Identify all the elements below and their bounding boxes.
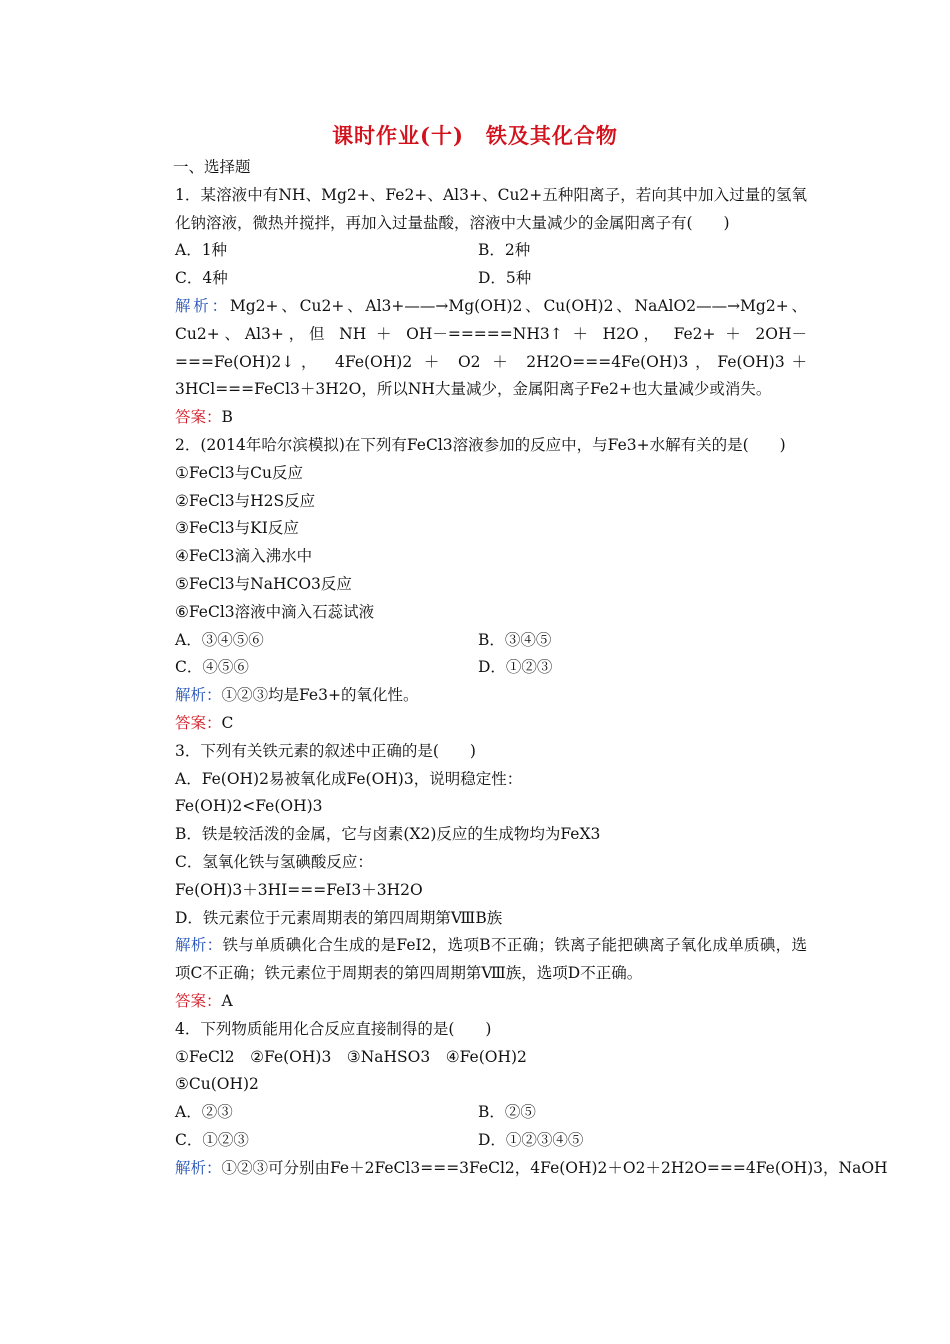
analysis-label: 解析：	[175, 936, 223, 955]
question-3-line: C．氢氧化铁与氢碘酸反应：	[175, 852, 373, 871]
answer-value: C	[221, 713, 234, 732]
question-3-line: Fe(OH)3＋3HI===FeI3＋3H2O	[175, 880, 423, 899]
page-title: 课时作业(十) 铁及其化合物	[332, 123, 618, 148]
question-3-line: Fe(OH)2<Fe(OH)3	[175, 797, 323, 816]
answer-label: 答案：	[175, 713, 222, 732]
option-b: B．③④⑤	[478, 630, 552, 649]
analysis-text: ①②③均是Fe3+的氧化性。	[221, 686, 419, 705]
option-d: D．①②③④⑤	[478, 1130, 584, 1149]
question-4-options-row-2	[145, 1127, 807, 1155]
question-4-item: ①FeCl2 ②Fe(OH)3 ③NaHSO3 ④Fe(OH)2	[175, 1047, 527, 1066]
question-2-item: ②FeCl3与H2S反应	[175, 491, 316, 510]
answer-value: A	[221, 991, 233, 1010]
option-d: D．①②③	[478, 658, 553, 677]
answer-label: 答案：	[175, 408, 222, 427]
question-3-stem: 3．下列有关铁元素的叙述中正确的是( )	[175, 741, 476, 760]
question-1-answer	[145, 404, 807, 432]
option-c: C．4种	[175, 269, 228, 288]
analysis-text: Mg2+、Cu2+、Al3+——→Mg(OH)2、Cu(OH)2、NaAlO2——→Mg2+、Cu2+、Al3+，但 NH ＋ OH－=====NH3↑ ＋ H2O， Fe2+ ＋ 2OH－===Fe(OH)2↓， 4Fe(OH)2 ＋ O2 ＋ 2H2O===4Fe(OH)3，Fe(OH)3＋3HCl===FeCl3＋3H2O，所以NH大量减少，金属阳离子Fe2+也大量减少或消失。	[175, 296, 807, 399]
analysis-label: 解析：	[175, 1158, 222, 1177]
question-2-item: ③FeCl3与KI反应	[175, 519, 299, 538]
question-3-line: A．Fe(OH)2易被氧化成Fe(OH)3，说明稳定性：	[175, 769, 523, 788]
option-a: A．②③	[175, 1103, 233, 1122]
question-4-item: ⑤Cu(OH)2	[175, 1075, 259, 1094]
question-2-item: ④FeCl3滴入沸水中	[175, 547, 313, 566]
question-1-analysis	[145, 293, 807, 404]
question-2-answer	[145, 710, 807, 738]
option-b: B．②⑤	[478, 1103, 536, 1122]
question-3-line: B．铁是较活泼的金属，它与卤素(X2)反应的生成物均为FeX3	[175, 825, 601, 844]
option-b: B．2种	[478, 241, 531, 260]
question-2-item: ①FeCl3与Cu反应	[175, 463, 303, 482]
analysis-label: 解析：	[175, 686, 222, 705]
option-c: C．④⑤⑥	[175, 658, 249, 677]
option-a: A．1种	[175, 241, 228, 260]
question-2-options-row-2	[145, 654, 807, 682]
option-a: A．③④⑤⑥	[175, 630, 264, 649]
analysis-text: 铁与单质碘化合生成的是FeI2，选项B不正确；铁离子能把碘离子氧化成单质碘，选项C不正确；铁元素位于周期表的第四周期第Ⅷ族，选项D不正确。	[175, 936, 807, 983]
answer-value: B	[221, 408, 233, 427]
question-2-analysis	[145, 682, 807, 710]
question-2-item: ⑥FeCl3溶液中滴入石蕊试液	[175, 602, 375, 621]
question-2-stem: 2．(2014年哈尔滨模拟)在下列有FeCl3溶液参加的反应中，与Fe3+水解有关的是( )	[175, 435, 786, 454]
question-2-item: ⑤FeCl3与NaHCO3反应	[175, 574, 352, 593]
question-1-stem: 1．某溶液中有NH、Mg2+、Fe2+、Al3+、Cu2+五种阳离子，若向其中加入过量的氢氧化钠溶液，微热并搅拌，再加入过量盐酸，溶液中大量减少的金属阳离子有( )	[175, 185, 807, 232]
question-1-options-row-1	[145, 237, 807, 265]
question-1-options-row-2	[145, 265, 807, 293]
question-4-analysis	[145, 1155, 888, 1183]
option-d: D．5种	[478, 269, 532, 288]
question-4-stem: 4．下列物质能用化合反应直接制得的是( )	[175, 1019, 492, 1038]
section-heading: 一、选择题	[173, 158, 251, 176]
question-2-options-row-1	[145, 627, 807, 655]
option-c: C．①②③	[175, 1130, 249, 1149]
answer-label: 答案：	[175, 991, 222, 1010]
question-3-line: D．铁元素位于元素周期表的第四周期第ⅧB族	[175, 908, 503, 927]
question-3-analysis	[145, 932, 807, 988]
analysis-text: ①②③可分别由Fe＋2FeCl3===3FeCl2，4Fe(OH)2＋O2＋2H2O===4Fe(OH)3，NaOH	[221, 1158, 888, 1177]
question-4-options-row-1	[145, 1099, 807, 1127]
document-body	[145, 154, 888, 1182]
question-3-answer	[145, 988, 807, 1016]
analysis-label: 解析：	[175, 296, 230, 315]
